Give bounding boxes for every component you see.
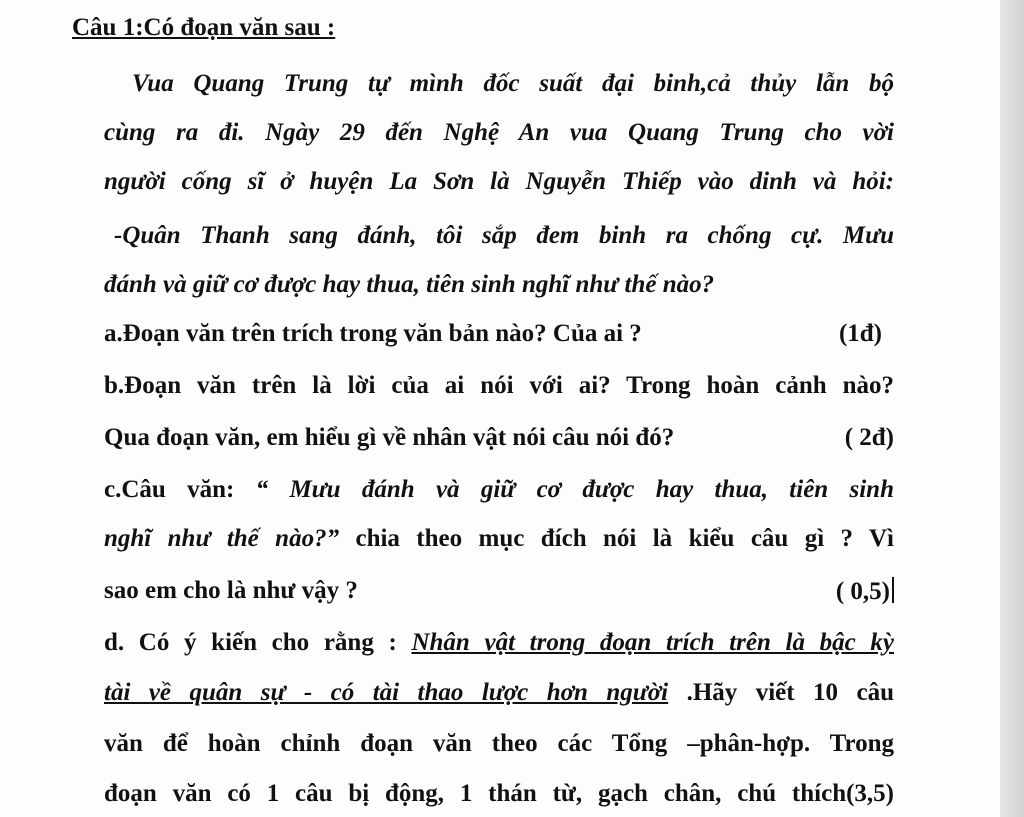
part-b-points: ( 2đ) [844,424,894,451]
part-c-quote-1: “ Mưu đánh và giữ cơ được hay thua, tiên sinh [255,476,894,503]
part-a-points: (1đ) [838,320,882,347]
passage-line-5: đánh và giữ cơ được hay thua, tiên sinh nghĩ như thế nào? [104,271,715,298]
part-b-line-2: Qua đoạn văn, em hiểu gì về nhân vật nói câu nói đó? [104,424,675,451]
part-d-line-2-rest: .Hãy viết 10 câu [668,679,894,706]
question-title: Câu 1:Có đoạn văn sau : [72,14,336,41]
part-a [104,320,894,348]
part-b-line-1: b.Đoạn văn trên là lời của ai nói với ai? Trong hoàn cảnh nào? [104,372,894,399]
passage-line-4: -Quân Thanh sang đánh, tôi sắp đem binh ra chống cự. Mưu [114,222,894,249]
part-c-line-3-row [104,577,894,606]
part-c-line-2 [104,525,894,553]
part-c-points: ( 0,5) [835,578,890,605]
passage-line-1: Vua Quang Trung tự mình đốc suất đại binh,cả thủy lẫn bộ [132,70,894,97]
part-d-quote-1: Nhân vật trong đoạn trích trên là bậc kỳ [411,629,894,656]
part-a-text: a.Đoạn văn trên trích trong văn bản nào? Của ai ? [104,320,642,347]
part-d-quote-2: tài về quân sự - có tài thao lược hơn người [104,679,669,706]
part-d-line-4: đoạn văn có 1 câu bị động, 1 thán từ, gạch chân, chú thích(3,5) [104,780,894,807]
part-c-line-2-rest: chia theo mục đích nói là kiểu câu gì ? Vì [339,525,894,552]
passage-line-3: người cống sĩ ở huyện La Sơn là Nguyễn Thiếp vào dinh và hỏi: [104,168,894,195]
part-c-line-1 [104,476,894,504]
part-c-quote-2: nghĩ như thế nào?” [104,525,340,552]
page-edge [1000,0,1024,817]
part-d-prefix: d. Có ý kiến cho rằng : [104,629,412,656]
text-cursor [892,577,894,603]
part-d-line-1 [104,629,894,657]
part-b-line-2-row [104,424,894,452]
part-c-prefix: c.Câu văn: [104,476,256,503]
part-c-points-wrap [836,577,894,606]
part-c-line-3: sao em cho là như vậy ? [104,577,358,604]
part-d-line-2 [104,679,894,707]
part-d-line-3: văn để hoàn chỉnh đoạn văn theo các Tổng –phân-hợp. Trong [104,730,894,757]
passage-line-2: cùng ra đi. Ngày 29 đến Nghệ An vua Quang Trung cho vời [104,119,894,146]
